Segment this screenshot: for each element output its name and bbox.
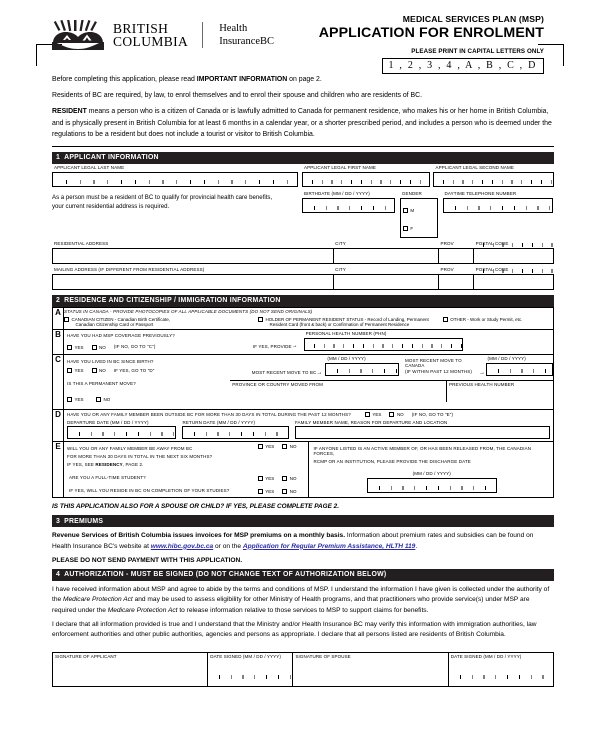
bc-sun-mountain-icon <box>52 20 104 50</box>
checkbox-icon-perm-no[interactable] <box>96 397 101 402</box>
checkbox-icon-permanent-resident[interactable] <box>258 317 263 322</box>
row-e-letter: E <box>53 442 64 498</box>
checkbox-icon-student-yes[interactable] <box>258 476 263 481</box>
label-move-bc-date-format: (MM / DD / YYYY) <box>327 355 366 361</box>
checkbox-icon-lived-yes[interactable] <box>67 368 72 373</box>
checkbox-icon-male[interactable] <box>403 208 408 213</box>
label-gender-male: M <box>410 207 415 213</box>
label-gender-female: F <box>410 225 414 231</box>
label-phone: DAYTIME TELEPHONE NUMBER <box>444 191 517 197</box>
label-student-yes: YES <box>265 476 275 482</box>
premiums-paragraph <box>52 531 554 552</box>
bc-gov-logo <box>52 20 274 50</box>
capital-letters-sample: 1 , 2 , 3 , 4 , A , B , C , D <box>382 58 544 74</box>
section-4-header <box>52 569 554 581</box>
form-header <box>0 0 600 74</box>
label-lived-bc-since-birth: HAVE YOU LIVED IN BC SINCE BIRTH? <box>67 358 154 364</box>
input-residential-postal[interactable] <box>473 248 553 263</box>
checkbox-student-yes[interactable] <box>258 476 275 481</box>
label-away-yes: YES <box>265 444 275 450</box>
row-b <box>53 329 554 354</box>
section-2 <box>52 295 554 511</box>
signature-block <box>52 652 554 687</box>
label-mailing-city: CITY <box>335 267 346 273</box>
label-forces-2: RCMP OR AN INSTITUTION, PLEASE PROVIDE THE DISCHARGE DATE <box>313 459 471 465</box>
auth-p1-b: and may be used to assess eligibility for other Ministry of Health programs, and that practitioners who provide service(s) under MSP are required under the <box>52 596 530 614</box>
checkbox-icon-prev-yes[interactable] <box>67 345 72 350</box>
row-d <box>53 410 554 442</box>
brand-divider <box>202 22 203 48</box>
input-mailing-postal[interactable] <box>473 274 553 289</box>
brand-sub-wordmark <box>219 21 274 49</box>
label-outside-no: NO <box>396 412 404 418</box>
intro-resident-definition <box>52 106 554 140</box>
cell-province-moved-from <box>230 380 446 402</box>
label-family-member-details: FAMILY MEMBER NAME, REASON FOR DEPARTURE AND LOCATION <box>294 419 448 425</box>
checkbox-icon-outside-yes[interactable] <box>365 412 370 417</box>
checkbox-canadian-citizen[interactable] <box>64 317 250 327</box>
brand-sub-insurancebc: InsuranceBC <box>219 36 275 47</box>
arrow-icon-if-yes: → <box>291 342 298 349</box>
cell-previous-health-number <box>446 380 553 402</box>
no-payment-note: PLEASE DO NOT SEND PAYMENT WITH THIS APPLICATION. <box>52 557 243 565</box>
label-residential-address: RESIDENTIAL ADDRESS <box>54 241 109 247</box>
section-4 <box>52 569 554 687</box>
section-4-title: AUTHORIZATION - MUST BE SIGNED (DO NOT CHANGE TEXT OF AUTHORIZATION BELOW) <box>64 571 387 579</box>
label-birthdate: BIRTHDATE (MM / DD / YYYY) <box>303 191 370 197</box>
note-outside-no: (IF NO, GO TO "E") <box>411 411 454 417</box>
label-away-bc-2: FOR MORE THAN 30 DAYS IN TOTAL IN THE NEXT SIX MONTHS? <box>67 453 213 459</box>
link-hibc-website[interactable]: www.hibc.gov.bc.ca <box>150 542 214 550</box>
opt2-line2: Resident Card (front & back) or Confirmation of Permanent Residence <box>269 321 410 327</box>
input-return-date[interactable] <box>182 426 288 439</box>
checkbox-icon-reside-yes[interactable] <box>258 489 263 494</box>
checkbox-lived-bc-yes[interactable] <box>67 368 84 373</box>
input-phn[interactable] <box>304 338 464 351</box>
row-c <box>53 354 554 410</box>
resident-definition-text: means a person who is a citizen of Canada or is lawfully admitted to Canada for permanent residence, who makes his or her home in British Columbia, and is physically present in British Columbia for at least 6 months in a calendar year, or a shorter prescribed period, and includes a person who is deemed under the regulations to be a resident but does not include a tourist or visitor to British Columbia. <box>52 108 552 138</box>
cell-date-signed-applicant[interactable] <box>208 652 293 686</box>
premiums-text-1: Information about premium rates and subsidies can be found on Health Insurance BC's website at <box>52 532 534 550</box>
input-departure-date[interactable] <box>67 426 176 439</box>
checkbox-other-status[interactable] <box>443 317 545 327</box>
label-move-canada-date-format: (MM / DD / YYYY) <box>487 355 526 361</box>
checkbox-icon-perm-yes[interactable] <box>67 397 72 402</box>
section-2-header <box>52 295 554 307</box>
checkbox-permanent-resident[interactable] <box>258 317 435 327</box>
input-second-name[interactable] <box>433 172 553 187</box>
checkbox-icon-student-no[interactable] <box>282 476 287 481</box>
authorization-paragraph-1 <box>52 585 554 616</box>
checkbox-icon-away-no[interactable] <box>282 444 287 449</box>
authorization-paragraph-2: I declare that all information provided is true and I understand that the Ministry and/or Health Insurance BC may verify this information with immigration authorities, law enforcement authorities and other public authorities, agencies and persons as appropriate. I declare that all persons listed are residents of British Columbia. <box>52 621 537 639</box>
checkbox-prev-coverage-no[interactable] <box>92 345 106 350</box>
label-move-canada-1: MOST RECENT MOVE TO CANADA <box>404 357 462 369</box>
print-instruction: PLEASE PRINT IN CAPITAL LETTERS ONLY <box>411 48 544 55</box>
input-residential-prov[interactable] <box>438 248 473 263</box>
input-birthdate[interactable] <box>302 198 395 213</box>
input-discharge-date[interactable] <box>367 478 497 493</box>
label-departure-date: DEPARTURE DATE (MM / DD / YYYY) <box>67 419 149 425</box>
row-c-letter: C <box>53 354 64 410</box>
checkbox-icon-other-status[interactable] <box>443 317 448 322</box>
checkbox-lived-bc-no[interactable] <box>92 368 106 373</box>
section-2-title: RESIDENCE AND CITIZENSHIP / IMMIGRATION INFORMATION <box>64 297 281 305</box>
auth-p1-a: I have received information about MSP and agree to abide by the terms and conditions of MSP. I understand the information I have given is collected under the authority of the <box>52 585 550 604</box>
input-mailing-city[interactable] <box>333 274 438 289</box>
label-outside-yes: YES <box>372 412 382 418</box>
checkbox-away-bc-yes[interactable] <box>258 444 275 449</box>
row-c-content <box>64 354 554 410</box>
section-3-header <box>52 515 554 527</box>
cell-signature-spouse[interactable] <box>293 652 448 686</box>
input-previous-health-number[interactable] <box>447 389 553 402</box>
label-prev-yes: YES <box>74 344 84 350</box>
label-province-moved-from: PROVINCE OR COUNTRY MOVED FROM <box>232 381 323 387</box>
row-d-letter: D <box>53 410 64 442</box>
label-return-date: RETURN DATE (MM / DD / YYYY) <box>182 419 256 425</box>
opt2-line1: HOLDER OF PERMANENT RESIDENT STATUS - Record of Landing, Permanent <box>265 316 429 322</box>
residency-ref-a: IF YES, SEE <box>67 461 96 467</box>
label-reside-no: NO <box>289 489 297 495</box>
checkbox-outside-bc-no[interactable] <box>389 412 403 417</box>
label-mailing-prov: PROV <box>440 267 454 273</box>
input-move-to-bc-date[interactable] <box>325 363 399 376</box>
brand-line-british: BRITISH <box>113 20 169 36</box>
section-3-number: 3 <box>56 517 61 525</box>
checkbox-icon-outside-no[interactable] <box>389 412 394 417</box>
residency-note-line-2: your current residential address is required. <box>52 202 170 210</box>
input-residential-address[interactable] <box>53 248 334 263</box>
link-premium-assistance-form[interactable]: Application for Regular Premium Assistance, HLTH 119 <box>242 542 416 550</box>
brand-wordmark <box>113 22 188 49</box>
section-3 <box>52 515 554 564</box>
input-family-member-details[interactable] <box>295 426 550 439</box>
auth-act-reference-2: Medicare Protection Act <box>107 606 178 614</box>
label-permanent-resident <box>266 317 429 327</box>
label-reside-after-studies: IF YES, WILL YOU RESIDE IN BC ON COMPLETION OF YOUR STUDIES? <box>69 487 230 493</box>
label-other-status: OTHER - Work or Study Permit, etc. <box>450 316 523 322</box>
plan-name: MEDICAL SERVICES PLAN (MSP) <box>402 14 544 24</box>
section-2-grid <box>52 307 554 499</box>
residency-ref-b: RESIDENCY <box>95 461 123 467</box>
row-e-content <box>64 442 554 498</box>
input-move-to-canada-date[interactable] <box>486 363 554 376</box>
intro-divider <box>52 146 554 147</box>
checkbox-reside-no[interactable] <box>282 489 296 494</box>
residential-address-inputs <box>52 248 554 264</box>
page-title: APPLICATION FOR ENROLMENT <box>318 25 544 41</box>
checkbox-icon-lived-no[interactable] <box>92 368 97 373</box>
label-lived-no: NO <box>99 368 106 374</box>
intro-line-2: Residents of BC are required, by law, to enrol themselves and to enrol their spouse and children who are residents of BC. <box>52 92 422 100</box>
section-1 <box>52 152 554 290</box>
checkbox-reside-yes[interactable] <box>258 489 275 494</box>
intro-1b: IMPORTANT INFORMATION <box>196 76 288 83</box>
note-prev-no: (IF NO, GO TO "C") <box>113 343 156 349</box>
label-mailing-postal: POSTAL CODE <box>475 267 509 273</box>
label-second-name: APPLICANT LEGAL SECOND NAME <box>435 165 514 171</box>
label-residential-postal: POSTAL CODE <box>475 241 509 247</box>
checkbox-permanent-move-no[interactable] <box>96 397 110 402</box>
checkbox-gender-male[interactable] <box>403 208 414 213</box>
birth-gender-phone-row <box>52 190 554 238</box>
checkbox-prev-coverage-yes[interactable] <box>67 345 84 350</box>
label-student-no: NO <box>289 476 297 482</box>
input-province-moved-from[interactable] <box>230 389 446 402</box>
premiums-text-2: or on the <box>213 542 243 550</box>
label-phn: PERSONAL HEALTH NUMBER (PHN) <box>305 330 387 336</box>
checkbox-icon-away-yes[interactable] <box>258 444 263 449</box>
label-residency-reference <box>67 460 305 468</box>
label-first-name: APPLICANT LEGAL FIRST NAME <box>303 165 377 171</box>
label-previous-coverage: HAVE YOU HAD MSP COVERAGE PREVIOUSLY? <box>67 332 175 338</box>
name-fields-row <box>52 164 554 187</box>
label-away-no: NO <box>289 444 297 450</box>
input-mailing-address[interactable] <box>53 274 334 289</box>
intro-1a: Before completing this application, please read <box>52 76 197 83</box>
label-signature-applicant: SIGNATURE OF APPLICANT <box>55 654 117 660</box>
cell-date-signed-spouse[interactable] <box>448 652 553 686</box>
label-last-name: APPLICANT LEGAL LAST NAME <box>54 165 125 171</box>
intro-1c: on page 2. <box>287 76 322 83</box>
checkbox-gender-female[interactable] <box>403 226 413 231</box>
checkbox-away-bc-no[interactable] <box>282 444 296 449</box>
arrow-icon-move-bc: → <box>316 369 323 376</box>
spouse-child-note: IS THIS APPLICATION ALSO FOR A SPOUSE OR CHILD? IF YES, PLEASE COMPLETE PAGE 2. <box>52 503 340 511</box>
form-title-block <box>319 14 554 74</box>
input-first-name[interactable] <box>302 172 430 187</box>
label-residential-city: CITY <box>335 241 346 247</box>
cell-signature-applicant[interactable] <box>53 652 208 686</box>
brand-line-columbia: COLUMBIA <box>113 34 189 49</box>
checkbox-outside-bc-yes[interactable] <box>365 412 382 417</box>
checkbox-icon-reside-no[interactable] <box>282 489 287 494</box>
auth-act-reference-1: Medicare Protection Act <box>63 596 133 604</box>
label-permanent-move: IS THIS A PERMANENT MOVE? <box>67 380 136 386</box>
mailing-address-row <box>52 266 554 290</box>
label-canadian-citizen <box>72 317 171 327</box>
row-a-heading: STATUS IN CANADA - PROVIDE PHOTOCOPIES OF ALL APPLICABLE DOCUMENTS (DO NOT SEND ORIGINALS) <box>64 308 313 314</box>
opt1-line2: Canadian Citizenship Card or Passport <box>75 321 154 327</box>
section-1-title: APPLICANT INFORMATION <box>64 154 159 162</box>
input-phone[interactable] <box>443 198 553 213</box>
row-b-content <box>64 329 554 354</box>
arrow-icon-move-canada: → <box>479 369 486 376</box>
section-3-title: PREMIUMS <box>64 517 104 525</box>
residency-note-line-1: As a person must be a resident of BC to qualify for provincial health care benefits, <box>52 193 273 201</box>
checkbox-icon-prev-no[interactable] <box>92 345 97 350</box>
gender-group <box>400 198 438 238</box>
resident-term: RESIDENT <box>52 108 87 116</box>
intro-line-1 <box>52 74 554 85</box>
row-c-lower <box>230 380 553 402</box>
label-date-signed-spouse: DATE SIGNED (MM / DD / YYYY) <box>450 654 522 660</box>
label-previous-health-number: PREVIOUS HEALTH NUMBER <box>448 381 515 387</box>
residential-address-row <box>52 240 554 264</box>
checkbox-student-no[interactable] <box>282 476 296 481</box>
input-mailing-prov[interactable] <box>438 274 473 289</box>
note-if-yes-provide: IF YES, PROVIDE <box>252 343 292 349</box>
label-lived-yes: YES <box>74 368 84 374</box>
label-outside-bc-question: HAVE YOU OR ANY FAMILY MEMBER BEEN OUTSIDE BC FOR MORE THAN 30 DAYS IN TOTAL DURING THE PAST 12 MONTHS? <box>67 411 351 417</box>
premiums-bold-lead: Revenue Services of British Columbia issues invoices for MSP premiums on a monthly basis. <box>52 532 346 540</box>
checkbox-permanent-move-yes[interactable] <box>67 397 84 402</box>
label-prev-no: NO <box>99 344 106 350</box>
row-a-content <box>64 307 554 329</box>
intro-text <box>0 74 600 140</box>
label-perm-yes: YES <box>74 397 84 403</box>
input-last-name[interactable] <box>52 172 298 187</box>
note-lived-yes: IF YES, GO TO "D" <box>113 367 155 373</box>
auth-p1-c: to release information relative to those services to MSP to support claims for benefits. <box>177 606 429 614</box>
section-1-number: 1 <box>56 154 61 162</box>
section-4-number: 4 <box>56 571 61 579</box>
label-mailing-address: MAILING ADDRESS (IF DIFFERENT FROM RESIDENTIAL ADDRESS) <box>54 267 205 273</box>
label-forces-1: IF ANYONE LISTED IS AN ACTIVE MEMBER OF, OR HAS BEEN RELEASED FROM, THE CANADIAN FORCES, <box>313 445 532 457</box>
label-perm-no: NO <box>103 397 111 403</box>
section-2-number: 2 <box>56 297 61 305</box>
mailing-address-inputs <box>52 274 554 290</box>
row-a-letter: A <box>53 307 64 329</box>
opt1-line1: CANADIAN CITIZEN - Canadian Birth Certificate, <box>71 316 171 322</box>
input-residential-city[interactable] <box>333 248 438 263</box>
checkbox-icon-canadian-citizen[interactable] <box>64 317 69 322</box>
label-discharge-date-format: (MM / DD / YYYY) <box>412 471 451 477</box>
label-signature-spouse: SIGNATURE OF SPOUSE <box>295 654 351 660</box>
label-date-signed-applicant: DATE SIGNED (MM / DD / YYYY) <box>210 654 281 660</box>
row-b-letter: B <box>53 329 64 354</box>
label-gender: GENDER <box>401 191 422 197</box>
brand-sub-health: Health <box>219 23 248 35</box>
section-1-header <box>52 152 554 164</box>
label-away-bc-1: WILL YOU OR ANY FAMILY MEMBER BE AWAY FROM BC <box>67 445 193 451</box>
row-a <box>53 307 554 329</box>
label-move-to-bc: MOST RECENT MOVE TO BC <box>251 369 317 375</box>
row-d-content <box>64 410 554 442</box>
label-reside-yes: YES <box>265 489 275 495</box>
residency-ref-c: , PAGE 2. <box>122 461 144 467</box>
label-move-canada-2: (IF WITHIN PAST 12 MONTHS) <box>404 368 472 374</box>
row-e <box>53 442 554 498</box>
checkbox-icon-female[interactable] <box>403 226 408 231</box>
premiums-text-3: . <box>415 542 418 550</box>
label-full-time-student: ARE YOU A FULL-TIME STUDENT? <box>69 474 146 480</box>
label-residential-prov: PROV <box>440 241 454 247</box>
